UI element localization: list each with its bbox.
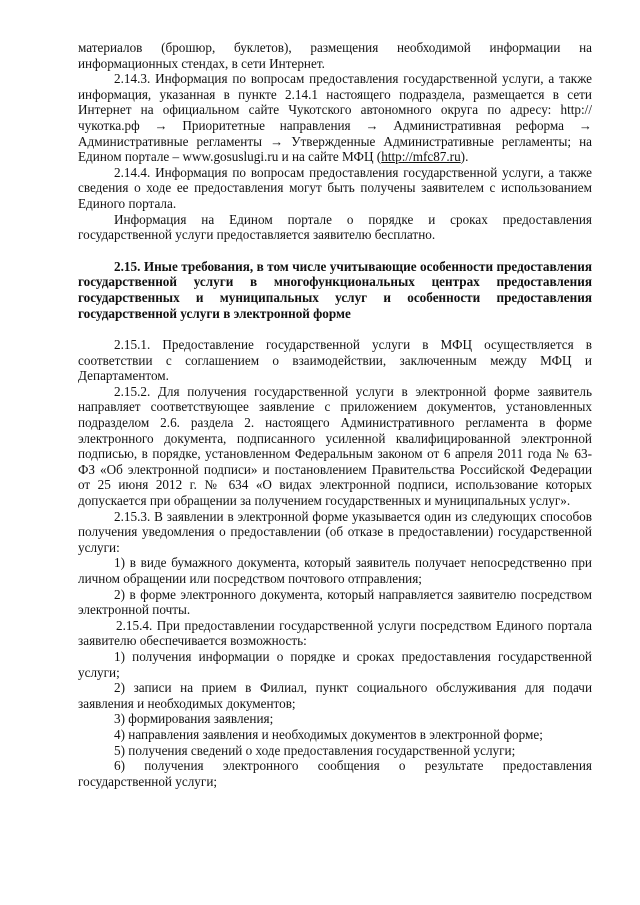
- paragraph-2-15-2: 2.15.2. Для получения государственной услуги в электронной форме заявитель направляет соответствующее заявление с приложением документов, установленных подразделом 2.6. раздела 2. настоящего Административного регламента в форме электронного документа, подписанного усиленной квалифицированной электронной подписью, в порядке, установленном Федеральным законом от 6 апреля 2011 года № 63-ФЗ «Об электронной подписи» и постановлением Правительства Российской Федерации от 25 июня 2012 г. № 634 «О видах электронной подписи, использование которых допускается при обращении за получением государственных и муниципальных услуг».: [78, 383, 592, 509]
- list-item-appointment: 2) записи на прием в Филиал, пункт социального обслуживания для подачи заявления и необходимых документов;: [78, 680, 592, 711]
- list-item-result-message: 6) получения электронного сообщения о результате предоставления государственной услуги;: [78, 758, 592, 789]
- paragraph-2-14-3: [78, 71, 592, 165]
- paragraph-2-15-3: 2.15.3. В заявлении в электронной форме указывается один из следующих способов получения уведомления о предоставлении (об отказе в предоставлении) государственной услуги:: [78, 508, 592, 555]
- list-item-info: 1) получения информации о порядке и сроках предоставления государственной услуги;: [78, 648, 592, 680]
- list-item-form-application: 3) формирования заявления;: [114, 711, 274, 727]
- paragraph-materials: материалов (брошюр, буклетов), размещения необходимой информации на информационных стендах, в сети Интернет.: [78, 40, 592, 71]
- paragraph-free-info: Информация на Едином портале о порядке и сроках предоставления государственной услуги предоставляется заявителю бесплатно.: [78, 211, 592, 243]
- paragraph-2-15-1: 2.15.1. Предоставление государственной услуги в МФЦ осуществляется в соответствии с соглашением о взаимодействии, заключенным между МФЦ и Департаментом.: [78, 337, 592, 384]
- paragraph-2-14-3-text: 2.14.3. Информация по вопросам предоставления государственной услуги, а также информация, указанная в пункте 2.14.1 настоящего подраздела, размещается в сети Интернет на официальном сайте Чукотского автономного округа по адресу: http://чукотка.рф → Приоритетные направления → Административная реформа → Административные регламенты → Утвержденные Административные регламенты; на Едином портале – www.gosuslugi.ru и на сайте МФЦ (: [78, 71, 592, 165]
- list-item-status: 5) получения сведений о ходе предоставления государственной услуги;: [114, 742, 516, 758]
- list-item-electronic-document: 2) в форме электронного документа, который направляется заявителю посредством электронной почты.: [78, 586, 592, 618]
- paragraph-2-15-4: 2.15.4. При предоставлении государственной услуги посредством Единого портала заявителю обеспечивается возможность:: [78, 617, 592, 649]
- mfc-link[interactable]: http://mfc87.ru: [381, 149, 461, 165]
- section-heading-2-15: 2.15. Иные требования, в том числе учитывающие особенности предоставления государственной услуги в многофункциональных центрах предоставления государственных и муниципальных услуг и особенности предоставления государственной услуги в электронной форме: [78, 258, 592, 321]
- paragraph-2-14-4: 2.14.4. Информация по вопросам предоставления государственной услуги, а также сведения о ходе ее предоставления могут быть получены заявителем с использованием Единого портала.: [78, 164, 592, 211]
- paragraph-2-14-3-end: ).: [460, 149, 469, 165]
- list-item-send-application: 4) направления заявления и необходимых документов в электронной форме;: [114, 726, 543, 742]
- list-item-paper-document: 1) в виде бумажного документа, который заявитель получает непосредственно при личном обращении или посредством почтового отправления;: [78, 555, 592, 586]
